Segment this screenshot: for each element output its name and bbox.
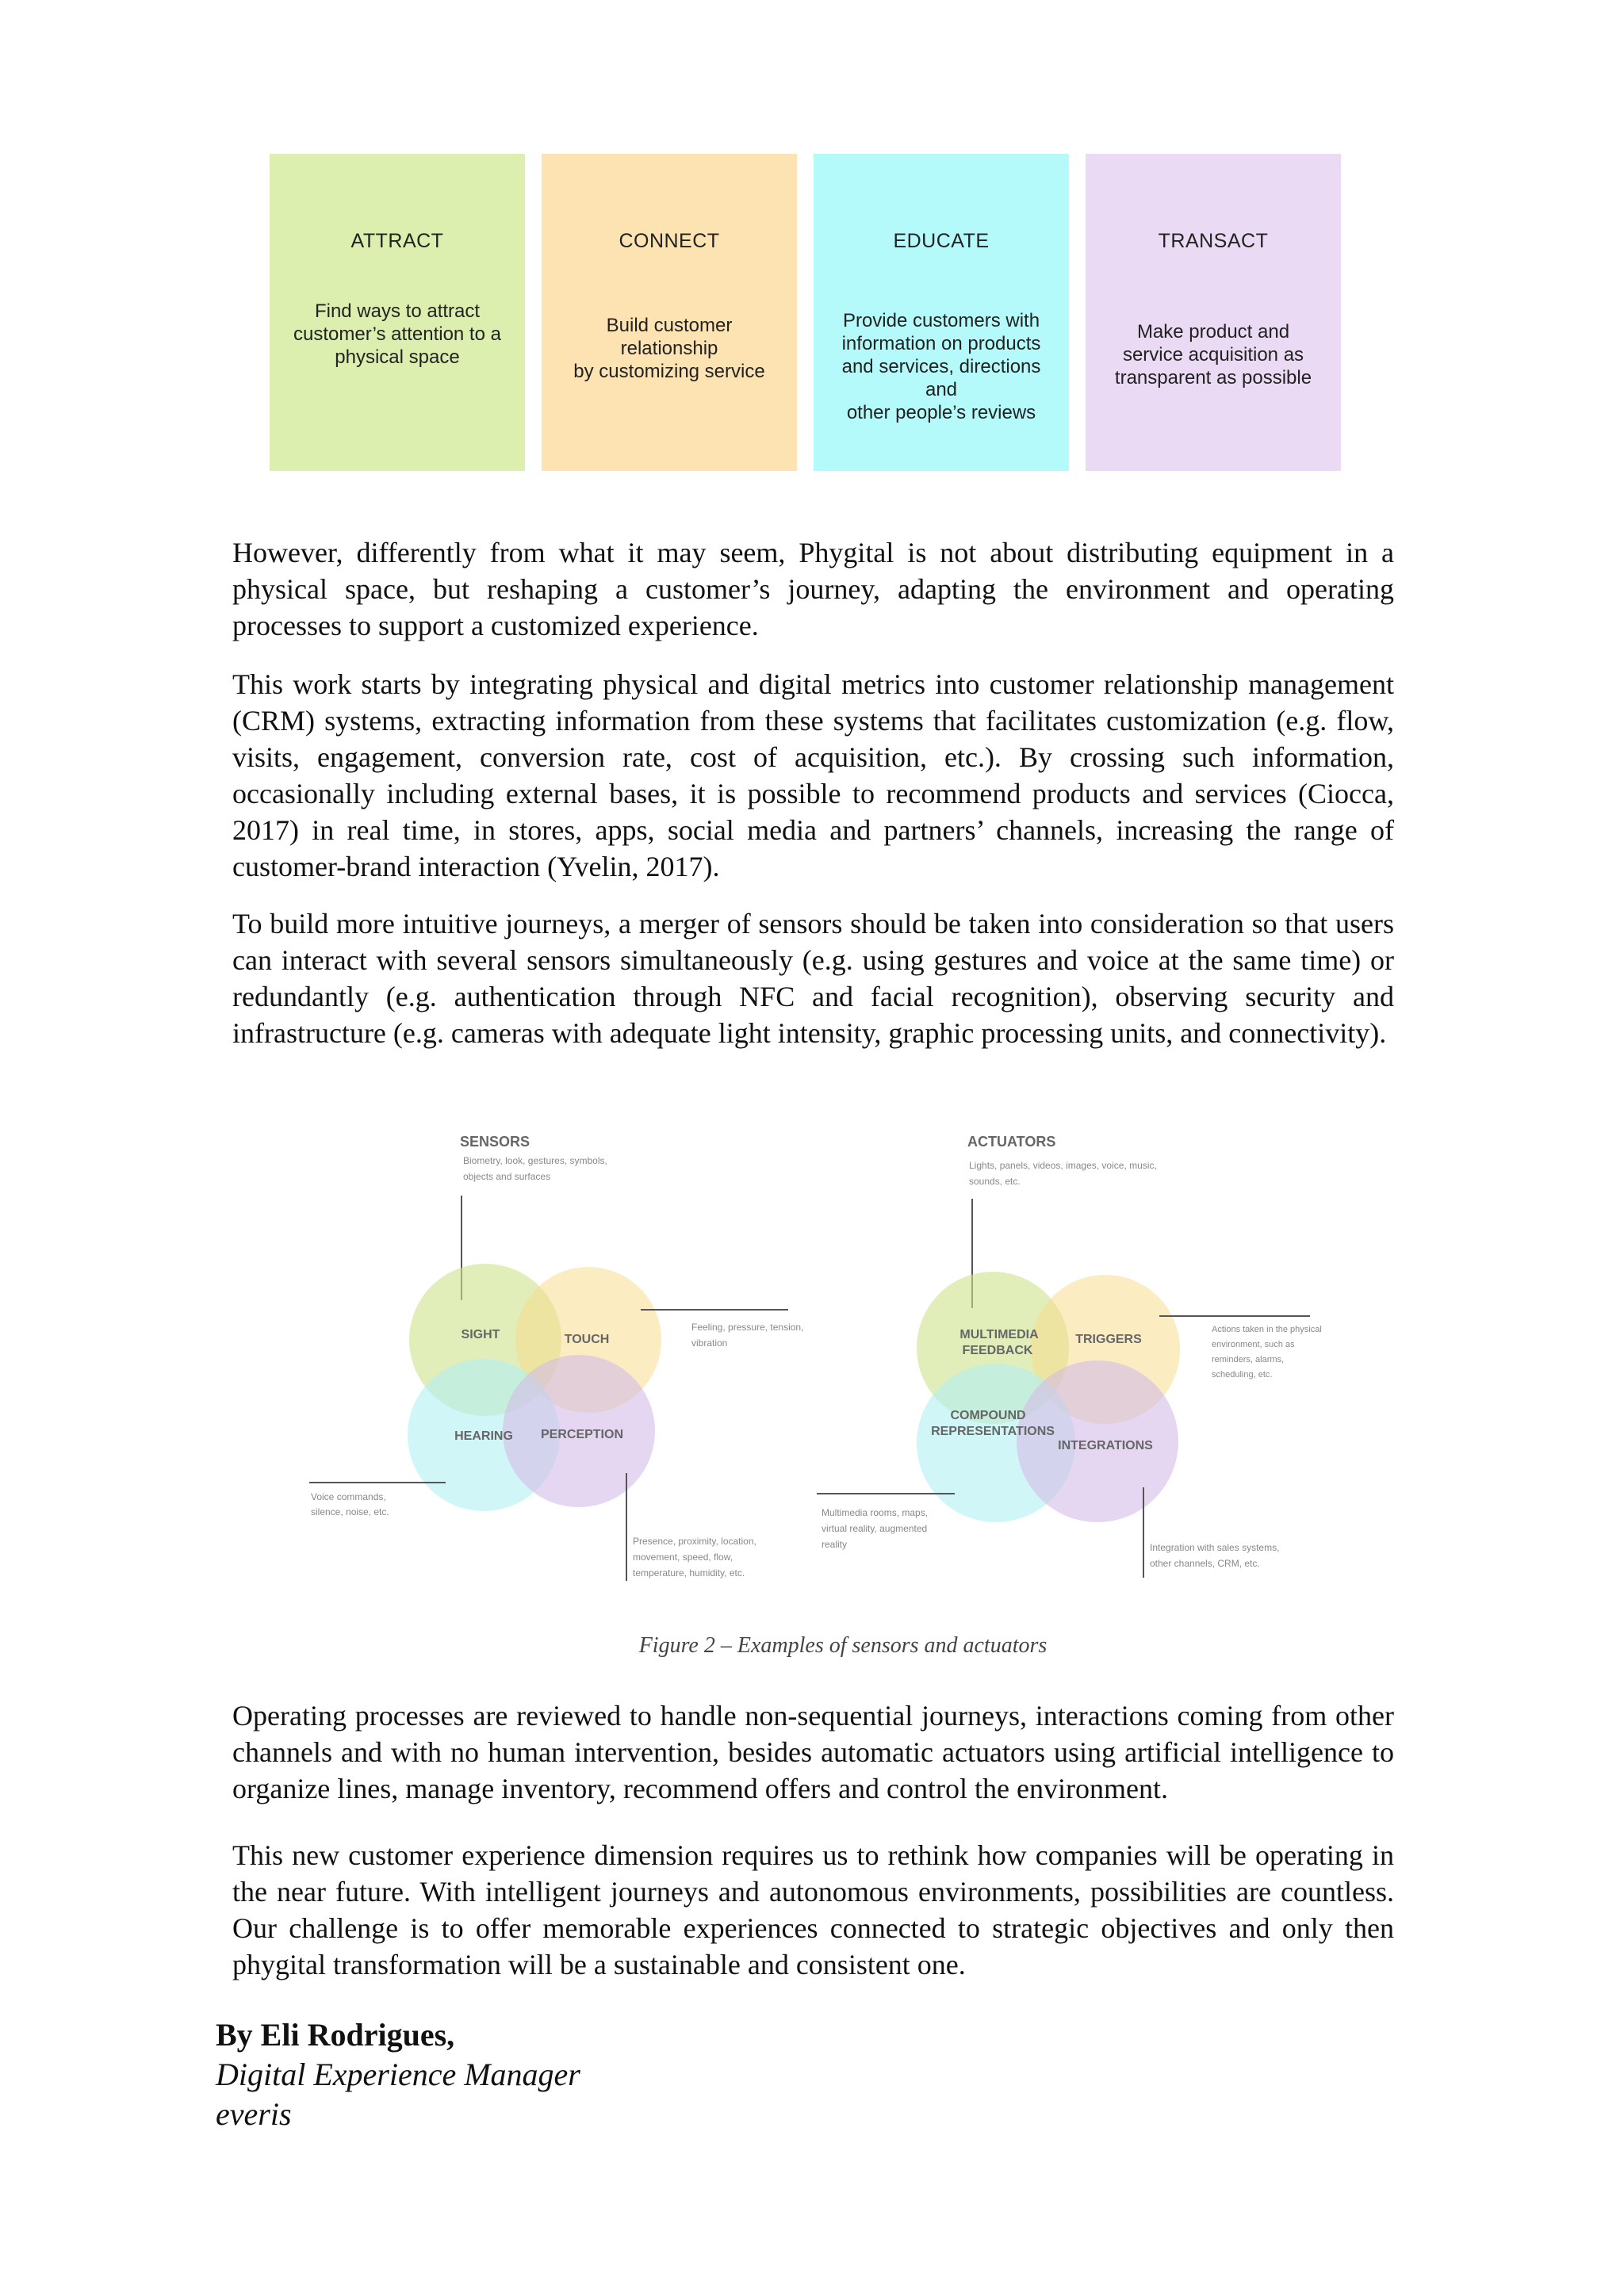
perception-note: temperature, humidity, etc. — [633, 1567, 745, 1578]
paragraph-phygital-intro: However, differently from what it may seem, Phygital is not about distributing equipment in a physical space, but reshaping a customer’s journey, adapting the environment and operating processes to support a customized experience. — [232, 537, 1394, 641]
touch-note: Feeling, pressure, tension, — [691, 1322, 804, 1333]
actuators-heading: ACTUATORS — [967, 1134, 1056, 1150]
sensors-actuators-figure — [0, 1110, 1624, 1601]
compound-representations-label: COMPOUND — [950, 1409, 1026, 1422]
stage-title: ATTRACT — [350, 230, 444, 252]
perception-note: Presence, proximity, location, — [633, 1536, 756, 1547]
integrations-label: INTEGRATIONS — [1058, 1439, 1153, 1452]
integrations-note: other channels, CRM, etc. — [1150, 1558, 1260, 1569]
venn-diagrams — [0, 1110, 1624, 1601]
stage-title: TRANSACT — [1158, 230, 1269, 252]
compound-note: Multimedia rooms, maps, — [822, 1507, 929, 1518]
stage-cards — [0, 0, 1624, 476]
hearing-note: Voice commands, — [311, 1491, 386, 1502]
stage-card-educate — [814, 154, 1069, 471]
multimedia-feedback-label: FEEDBACK — [962, 1344, 1033, 1357]
stage-description: Build customer relationship by customizing service — [573, 315, 765, 382]
hearing-label: HEARING — [454, 1429, 513, 1443]
stage-card-transact — [1086, 154, 1341, 471]
author-company: everis — [216, 2096, 292, 2132]
triggers-note: reminders, alarms, — [1212, 1355, 1285, 1364]
touch-label: TOUCH — [564, 1333, 610, 1346]
hearing-note: silence, noise, etc. — [311, 1506, 389, 1517]
actuators-description: sounds, etc. — [969, 1176, 1021, 1187]
stage-description: Find ways to attract customer’s attention to a physical space — [293, 300, 501, 368]
figure-caption: Figure 2 – Examples of sensors and actuators — [638, 1633, 1048, 1658]
paragraph-sensor-merger: To build more intuitive journeys, a merger of sensors should be taken into consideration so that users can interact with several sensors simultaneously (e.g. using gestures and voice at the same time) or redundantly (e.g. authentication through NFC and facial recognition), observing security and infrastructure (e.g. cameras with adequate light intensity, graphic processing units, and connectivity). — [232, 908, 1394, 1049]
actuators-description: Lights, panels, videos, images, voice, music, — [969, 1160, 1157, 1171]
triggers-label: TRIGGERS — [1075, 1333, 1142, 1346]
stage-card-attract — [270, 154, 525, 471]
triggers-note: environment, such as — [1212, 1340, 1295, 1349]
integrations-note: Integration with sales systems, — [1150, 1542, 1280, 1553]
sensors-heading: SENSORS — [460, 1134, 530, 1150]
author-role: Digital Experience Manager — [216, 2057, 580, 2092]
compound-representations-label: REPRESENTATIONS — [931, 1425, 1055, 1438]
compound-note: reality — [822, 1539, 848, 1550]
triggers-note: Actions taken in the physical — [1212, 1325, 1322, 1334]
sight-label: SIGHT — [461, 1328, 500, 1341]
paragraph-future-experience: This new customer experience dimension requires us to rethink how companies will be operating in the near future. With intelligent journeys and autonomous environments, possibilities are countless. Our challenge is to offer memorable experiences connected to strategic objectives and only then phygital transformation will be a sustainable and consistent one. — [232, 1839, 1394, 1980]
perception-note: movement, speed, flow, — [633, 1552, 733, 1563]
stage-description: Make product and service acquisition as transparent as possible — [1114, 321, 1312, 388]
paragraph-operating-processes: Operating processes are reviewed to handle non-sequential journeys, interactions coming from other channels and with no human intervention, besides automatic actuators using artificial intelligence to organize lines, manage inventory, recommend offers and control the environment. — [232, 1700, 1394, 1804]
paragraph-crm-integration: This work starts by integrating physical and digital metrics into customer relationship management (CRM) systems, extracting information from these systems that facilitates customization (e.g. flow, visits, engagement, conversion rate, cost of acquisition, etc.). By crossing such information, occasionally including external bases, it is possible to recommend products and services (Ciocca, 2017) in real time, in stores, apps, social media and partners’ channels, increasing the range of customer-brand interaction (Yvelin, 2017). — [232, 668, 1394, 882]
triggers-note: scheduling, etc. — [1212, 1370, 1273, 1380]
sensors-description: Biometry, look, gestures, symbols, — [463, 1155, 607, 1166]
author-name: By Eli Rodrigues, — [216, 2017, 455, 2053]
multimedia-feedback-label: MULTIMEDIA — [959, 1328, 1039, 1341]
sensors-description: objects and surfaces — [463, 1171, 551, 1182]
sensors-diagram — [309, 1134, 803, 1581]
touch-note: vibration — [691, 1337, 728, 1349]
stage-title: CONNECT — [619, 230, 720, 252]
stage-description: Provide customers with information on products and services, directions and other people’s reviews — [841, 310, 1041, 423]
stage-title: EDUCATE — [893, 230, 990, 252]
stage-card-connect — [542, 154, 797, 471]
perception-label: PERCEPTION — [540, 1428, 624, 1441]
compound-note: virtual reality, augmented — [822, 1523, 928, 1534]
actuators-diagram — [817, 1134, 1322, 1578]
